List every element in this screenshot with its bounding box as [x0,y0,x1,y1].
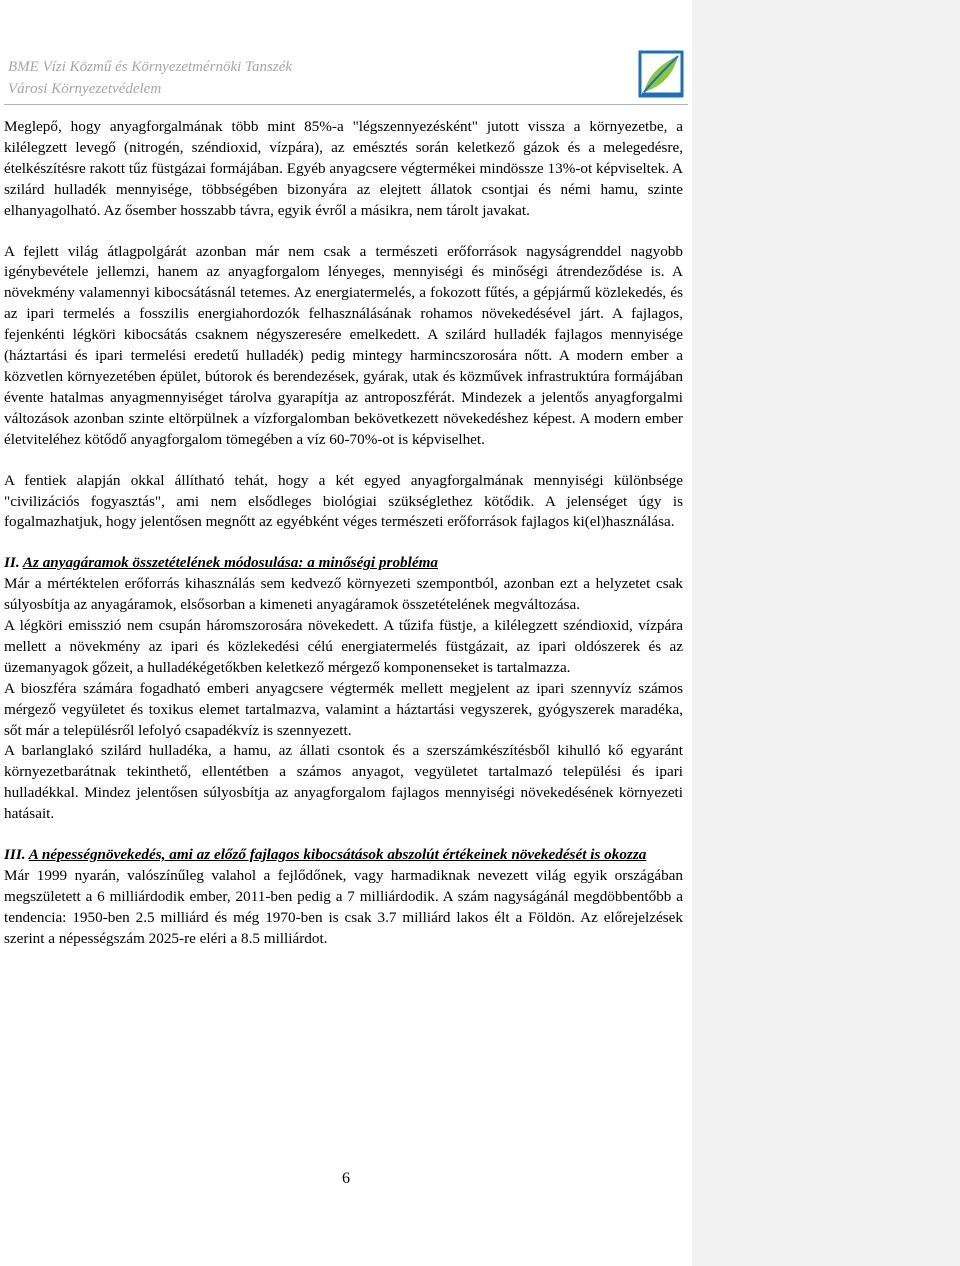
document-body [4,117,683,950]
paragraph: A légköri emisszió nem csupán háromszorosára növekedett. A tűzifa füstje, a kilélegzett széndioxid, vízpára mellett a növekmény az ipari és közlekedési célú energiatermelés füstgázait, az ipari oldószerek és az üzemanyagok gőzeit, a hulladékégetőkben keletkező mérgező komponenseket is tartalmazza. [4,617,683,676]
paragraph: Már 1999 nyarán, valószínűleg valahol a fejlődőnek, vagy harmadiknak nevezett világ egyik országában megszületett a 6 milliárdodik ember, 2011-ben pedig a 7 milliárdodik. A szám nagyságánál megdöbbentőbb a tendencia: 1950-ben 2.5 milliárd és még 1970-ben is csak 3.7 milliárd lakos élt a Földön. Az előrejelzések szerint a népességszám 2025-re eléri a 8.5 milliárdot. [4,867,683,947]
paragraph: A barlanglakó szilárd hulladéka, a hamu, az állati csontok és a szerszámkészítésből kihulló kő egyaránt környezetbarátnak tekinthető, ellentétben a számos anyagot, vegyületet tartalmazó települési és ipari hulladékkal. Mindez jelentősen súlyosbítja az anyagforgalom fajlagos mennyiségi növekedésének környezeti hatásait. [4,742,683,823]
paragraph: Már a mértéktelen erőforrás kihasználás sem kedvező környezeti szempontból, azonban ezt a helyzetet csak súlyosbítja az anyagáramok, elsősorban a kimeneti anyagáramok összetételének megváltozása. [4,575,683,614]
paragraph: Meglepő, hogy anyagforgalmának több mint 85%-a "légszennyezésként" jutott vissza a környezetbe, a kilélegzett levegő (nitrogén, széndioxid, vízpára), az emésztés során keletkező gázok és a melegedésre, ételkészítésre rakott tűz füstgázai formájában. Egyéb anyagcsere végtermékei mindössze 13%-ot képviseltek. A szilárd hulladék mennyisége, többségében bizonyára az elejtett állatok csontjai és némi hamu, szinte elhanyagolható. Az ősember hosszabb távra, egyik évről a másikra, nem tárolt javakat. [4,118,683,219]
header-course: Városi Környezetvédelem [8,81,162,97]
page-header [8,56,292,100]
section-title: Az anyagáramok összetételének módosulása: a minőségi probléma [22,554,438,572]
header-department: BME Vízi Közmű és Környezetmérnöki Tanszék [8,59,293,75]
leaf-logo-icon [638,50,684,98]
comment-margin [692,0,960,1266]
paragraph: A bioszféra számára fogadható emberi anyagcsere végtermék mellett megjelent az ipari szennyvíz számos mérgező vegyületet és toxikus elemet tartalmazva, valamint a háztartási vegyszerek, gyógyszerek maradéka, sőt már a településről lefolyó csapadékvíz is szennyezett. [4,679,683,739]
section-number: II. [4,554,20,572]
header-divider [4,104,688,105]
section-heading-2 [4,553,683,574]
paragraph: A fentiek alapján okkal állítható tehát, hogy a két egyed anyagforgalmának mennyiségi különbsége "civilizációs fogyasztás", ami nem elsődleges biológiai szükséglethez kötődik. A jelenséget úgy is fogalmazhatjuk, hogy jelentősen megnőtt az egyébként véges természeti erőforrások fajlagos ki(el)használása. [4,471,683,531]
section-title: A népességnövekedés, ami az előző fajlagos kibocsátások abszolút értékeinek növekedését is okozza [28,846,647,864]
page-number: 6 [342,1170,350,1187]
section-number: III. [4,846,26,864]
section-heading-3 [4,845,683,866]
paragraph: A fejlett világ átlagpolgárát azonban már nem csak a természeti erőforrások nagyságrenddel nagyobb igénybevétele jellemzi, hanem az anyagforgalom lényeges, mennyiségi és minőségi átrendeződése is. A növekmény valamennyi kibocsátásnál tetemes. Az energiatermelés, a fokozott fűtés, a gépjármű közlekedés, és az ipari termelés a fosszilis energiahordozók felhasználásának rohamos növekedésével járt. A fajlagos, fejenkénti légköri kibocsátás csaknem négyszeresére emelkedett. A szilárd hulladék fajlagos mennyisége (háztartási és ipari termelési eredetű hulladék) pedig mintegy harmincszorosára nőtt. A modern ember a közvetlen környezetében épület, bútorok és berendezések, gyárak, utak és közművek infrastruktúra formájában évente hatalmas anyagmennyiséget tárolva gyarapítja az antroposzférát. Mindezek a jelentős anyagforgalmi változások azonban szinte eltörpülnek a vízforgalomban bekövetkezett növekedéshez képest. A modern ember életviteléhez kötődő anyagforgalom tömegében a víz 60-70%-ot is képviselhet. [4,242,683,448]
